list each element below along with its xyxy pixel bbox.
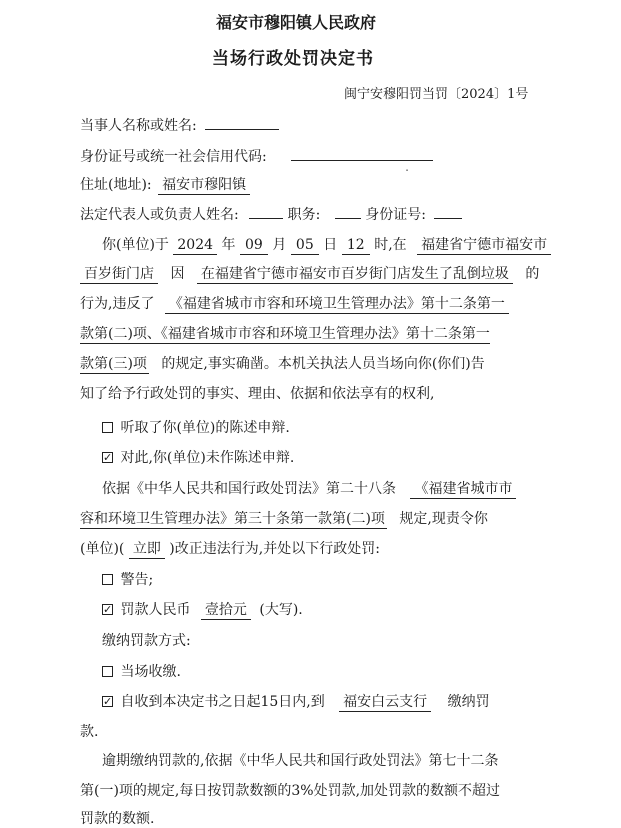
facts-year-unit: 年	[221, 237, 236, 253]
basis-immediately: 立即	[129, 540, 165, 559]
basis-regulation-b: 容和环境卫生管理办法》第三十条第一款第(二)项	[80, 511, 385, 527]
option-heard-checkbox[interactable]	[102, 422, 113, 433]
party-id-label: 身份证号或统一社会信用代码:	[80, 149, 267, 165]
party-address-value: 福安市穆阳镇	[158, 176, 250, 195]
basis-line-3	[80, 540, 380, 559]
basis-law-text: 依据《中华人民共和国行政处罚法》第二十八条	[102, 481, 396, 497]
representative-name-label: 法定代表人或负责人姓名:	[80, 207, 239, 223]
party-name-row	[80, 117, 279, 135]
payment-bank: 福安白云支行	[339, 693, 431, 712]
payment-self-row	[102, 693, 490, 712]
facts-line-4	[80, 325, 490, 344]
representative-position-label: 职务:	[287, 207, 321, 223]
facts-line-5	[80, 355, 485, 374]
party-address-label: 住址(地址):	[80, 177, 152, 193]
fine-checkbox[interactable]	[102, 604, 113, 615]
payment-self-checkbox[interactable]	[102, 696, 113, 707]
payment-onsite-label: 当场收缴.	[120, 664, 181, 680]
facts-because: 因	[170, 266, 185, 282]
facts-place-2: 百岁街门店	[80, 265, 158, 284]
party-name-blank	[205, 129, 279, 130]
facts-month: 09	[240, 236, 268, 255]
fine-amount: 壹拾元	[201, 601, 251, 620]
representative-row	[80, 206, 462, 224]
facts-cause: 在福建省宁德市福安市百岁街门店发生了乱倒垃圾	[197, 265, 513, 284]
representative-name-blank	[249, 218, 283, 219]
facts-day: 05	[291, 236, 319, 255]
party-id-row	[80, 148, 433, 174]
document-title: 当场行政处罚决定书	[212, 49, 374, 69]
facts-line-1	[102, 236, 551, 255]
facts-violated-label: 行为,违反了	[80, 296, 155, 312]
facts-you-label: 你(单位)于	[102, 237, 169, 253]
fine-row	[102, 601, 303, 620]
facts-regulation-1: 《福建省城市市容和环境卫生管理办法》第十二条第一	[165, 295, 509, 314]
basis-line-1	[102, 480, 516, 499]
facts-day-unit: 日	[323, 237, 338, 253]
option-none-checkbox[interactable]	[102, 452, 113, 463]
payment-self-label: 自收到本决定书之日起15日内,到	[120, 694, 325, 710]
payment-heading: 缴纳罚款方式:	[102, 633, 191, 649]
basis-unit-open: (单位)(	[80, 541, 125, 557]
overdue-line-3: 罚款的数额.	[80, 811, 155, 827]
option-none-label: 对此,你(单位)未作陈述申辩.	[120, 450, 295, 466]
payment-onsite-checkbox[interactable]	[102, 666, 113, 677]
facts-year: 2024	[173, 236, 217, 255]
document-number: 闽宁安穆阳罚当罚〔2024〕1号	[344, 87, 529, 102]
basis-line-2	[80, 510, 488, 529]
facts-hour-unit: 时,在	[374, 237, 407, 253]
payment-self-end: 缴纳罚	[447, 694, 490, 710]
facts-hour: 12	[342, 236, 370, 255]
option-heard-row	[102, 419, 290, 437]
facts-regulation-2: 款第(二)项、《福建省城市市容和环境卫生管理办法》第十二条第一	[80, 326, 490, 342]
warning-row	[102, 571, 153, 589]
option-none-row	[102, 449, 294, 467]
basis-correct-text: )改正违法行为,并处以下行政处罚:	[169, 541, 380, 557]
basis-order-text: 规定,现责令你	[399, 511, 488, 527]
facts-line-3	[80, 295, 509, 314]
basis-regulation-a: 《福建省城市市	[410, 480, 516, 499]
representative-id-blank	[434, 218, 462, 219]
facts-month-unit: 月	[272, 237, 287, 253]
representative-id-label: 身份证号:	[365, 207, 426, 223]
facts-regulation-3: 款第(三)项	[80, 356, 147, 372]
party-address-row	[80, 176, 250, 195]
overdue-line-1: 逾期缴纳罚款的,依据《中华人民共和国行政处罚法》第七十二条	[102, 753, 499, 769]
representative-position-blank	[335, 218, 361, 219]
warning-label: 警告;	[120, 572, 154, 588]
payment-onsite-row	[102, 663, 181, 681]
warning-checkbox[interactable]	[102, 574, 113, 585]
overdue-line-2: 第(一)项的规定,每日按罚款数额的3%处罚款,加处罚款的数额不超过	[80, 783, 501, 799]
party-id-blank	[291, 160, 433, 174]
party-id-dot: .	[405, 160, 409, 174]
fine-label: 罚款人民币	[120, 602, 191, 618]
issuing-authority: 福安市穆阳镇人民政府	[216, 13, 377, 32]
fine-suffix: (大写).	[259, 602, 303, 618]
party-name-label: 当事人名称或姓名:	[80, 118, 197, 134]
facts-line-2	[80, 265, 539, 284]
payment-self-end-line: 款.	[80, 724, 99, 740]
facts-line-6: 知了给予行政处罚的事实、理由、依据和依法享有的权利,	[80, 386, 435, 402]
facts-de: 的	[525, 266, 540, 282]
facts-place-1: 福建省宁德市福安市	[417, 236, 551, 255]
option-heard-label: 听取了你(单位)的陈述申辩.	[120, 420, 290, 436]
facts-confirmed-text: 的规定,事实确凿。本机关执法人员当场向你(你们)告	[161, 356, 485, 372]
